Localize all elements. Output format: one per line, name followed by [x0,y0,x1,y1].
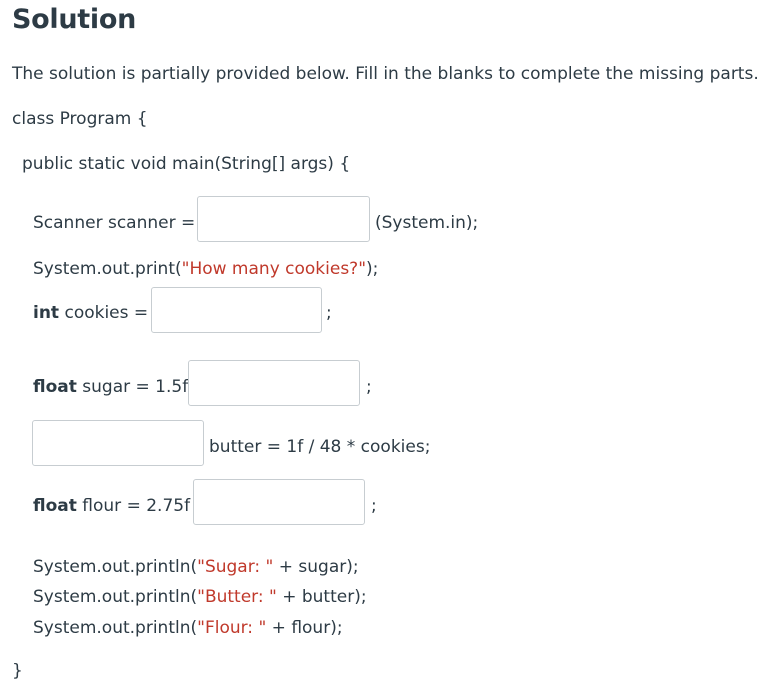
code-cookies-prefix [33,303,148,323]
cookies-blank-input[interactable] [151,287,322,333]
keyword-int: int [33,303,60,323]
code-cookies-suffix: ; [326,303,332,323]
page-title: Solution [12,4,137,35]
println-flour-concat: + flour); [266,618,343,638]
code-class-close: } [12,661,23,681]
keyword-float-sugar: float [33,377,77,397]
println-butter-concat: + butter); [276,587,367,607]
string-how-many-cookies: "How many cookies?" [181,259,367,279]
code-flour-suffix: ; [371,496,377,516]
code-println-flour [33,618,343,638]
code-sugar-suffix: ; [366,377,372,397]
code-cookies-text: cookies = [59,303,149,323]
code-sugar-text: sugar = 1.5f [76,377,189,397]
code-flour-text: flour = 2.75f [76,496,191,516]
code-class-open: class Program { [12,109,148,129]
println-prefix: System.out.println( [33,587,198,607]
println-sugar-concat: + sugar); [273,557,359,577]
code-flour-prefix [33,496,190,516]
code-print-line [33,259,378,279]
code-println-sugar [33,557,359,577]
code-sugar-prefix [33,377,188,397]
println-prefix: System.out.println( [33,618,198,638]
instructions-text: The solution is partially provided below. Fill in the blanks to complete the missing parts. [12,64,759,84]
sugar-blank-input[interactable] [188,360,360,406]
code-println-butter [33,587,367,607]
println-prefix: System.out.println( [33,557,198,577]
string-flour: "Flour: " [197,618,267,638]
code-print-suffix: ); [366,259,379,279]
scanner-blank-input[interactable] [197,196,370,242]
code-butter-suffix: butter = 1f / 48 * cookies; [209,437,431,457]
code-print-prefix: System.out.print( [33,259,182,279]
code-main-open: public static void main(String[] args) { [22,154,351,174]
string-butter: "Butter: " [197,587,277,607]
keyword-float-flour: float [33,496,77,516]
string-sugar: "Sugar: " [197,557,274,577]
flour-blank-input[interactable] [193,479,365,525]
code-scanner-prefix: Scanner scanner = [33,213,196,233]
butter-type-blank-input[interactable] [32,420,204,466]
code-scanner-suffix: (System.in); [375,213,479,233]
